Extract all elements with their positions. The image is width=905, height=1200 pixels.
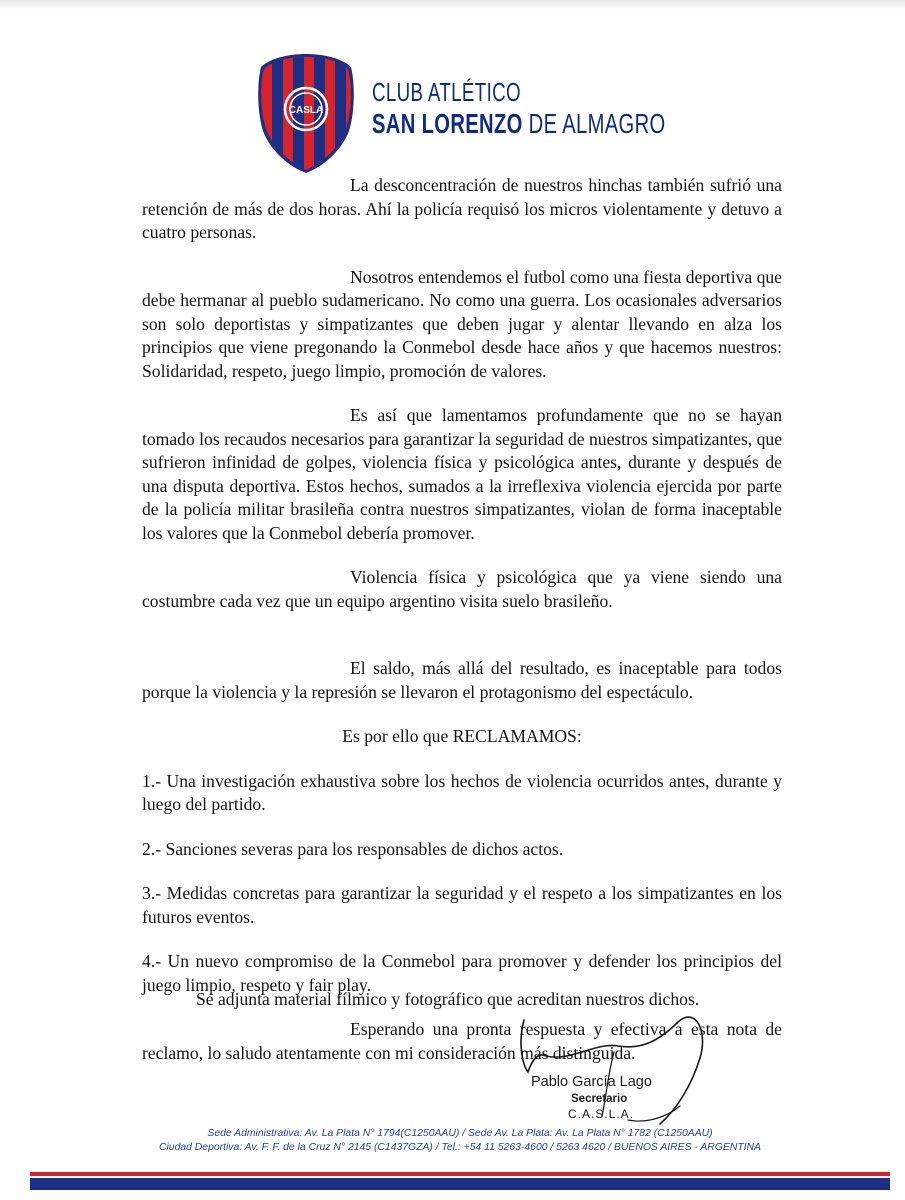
paragraph-violence-custom: Violencia física y psicológica que ya viene siendo una costumbre cada vez que un equipo argentino visita suelo brasileño. bbox=[142, 567, 782, 611]
paragraph-balance: El saldo, más allá del resultado, es inaceptable para todos porque la violencia y la represión se llevaron el protagonismo del espectáculo. bbox=[142, 658, 782, 702]
demand-item: 4.- Un nuevo compromiso de la Conmebol para promover y defender los principios del juego limpio, respeto y fair play. bbox=[142, 951, 782, 995]
crest-monogram: CASLA bbox=[288, 105, 324, 116]
letter-body bbox=[142, 174, 782, 1065]
footer-address-line1: Sede Administrativa: Av. La Plata N° 1794(C1250AAU) / Sede Av. La Plata: Av. La Plata N° 1782 (C1250AAU) bbox=[207, 1128, 713, 1139]
club-name bbox=[372, 79, 780, 138]
club-name-bold: SAN LORENZO bbox=[372, 108, 523, 139]
demand-item: 2.- Sanciones severas para los responsables de dichos actos. bbox=[142, 838, 564, 859]
club-name-line1: CLUB ATLÉTICO bbox=[372, 77, 521, 107]
paragraph-demands-intro: Es por ello que RECLAMAMOS: bbox=[342, 726, 582, 746]
signatory-role: Secretario bbox=[571, 1093, 628, 1105]
signatory-org: C.A.S.L.A. bbox=[568, 1107, 635, 1121]
closing-paragraph: Esperando una pronta respuesta y efectiva a esta nota de reclamo, lo saludo atentamente con mi consideración más distinguida. bbox=[142, 1019, 782, 1063]
paragraph-football-fiesta: Nosotros entendemos el futbol como una fiesta deportiva que debe hermanar al pueblo sudamericano. No como una guerra. Los ocasionales adversarios son solo deportistas y simpatizantes que deben jugar y alentar llevando en alza los principios que viene pregonando la Conmebol desde hace años y que hacemos nuestros: Solidaridad, respeto, juego limpio, promoción de valores. bbox=[142, 266, 782, 381]
scan-edge bbox=[0, 0, 905, 10]
club-crest-logo bbox=[258, 53, 354, 174]
paragraph-detention: La desconcentración de nuestros hinchas también sufrió una retención de más de dos horas. Ahí la policía requisó los micros violentamente y detuvo a cuatro personas. bbox=[142, 175, 782, 242]
demand-item: 3.- Medidas concretas para garantizar la seguridad y el respeto a los simpatizantes en los futuros eventos. bbox=[142, 883, 782, 927]
footer-color-stripe bbox=[30, 1172, 890, 1190]
paragraph-lament: Es así que lamentamos profundamente que no se hayan tomado los recaudos necesarios para garantizar la seguridad de nuestros simpatizantes, que sufrieron infinidad de golpes, violencia física y psicológica antes, durante y después de una disputa deportiva. Estos hechos, sumados a la irreflexiva violencia ejercida por parte de la policía militar brasileña contra nuestros simpatizantes, violan de forma inaceptable los valores que la Conmebol debería promover. bbox=[142, 405, 782, 543]
club-name-line2 bbox=[372, 110, 666, 138]
attachment-note: Se adjunta material fílmico y fotográfico que acreditan nuestros dichos. bbox=[196, 989, 700, 1009]
signatory-name: Pablo García Lago bbox=[531, 1074, 652, 1090]
club-name-rest: DE ALMAGRO bbox=[522, 108, 666, 139]
footer-address-line2: Ciudad Deportiva: Av. F. F. de la Cruz N° 2145 (C1437GZA) / Tel.: +54 11 5263-4600 / 5263 4620 / BUENOS AIRES - ARGENTINA bbox=[158, 1142, 761, 1153]
demand-item: 1.- Una investigación exhaustiva sobre los hechos de violencia ocurridos antes, durante y luego del partido. bbox=[142, 770, 782, 814]
